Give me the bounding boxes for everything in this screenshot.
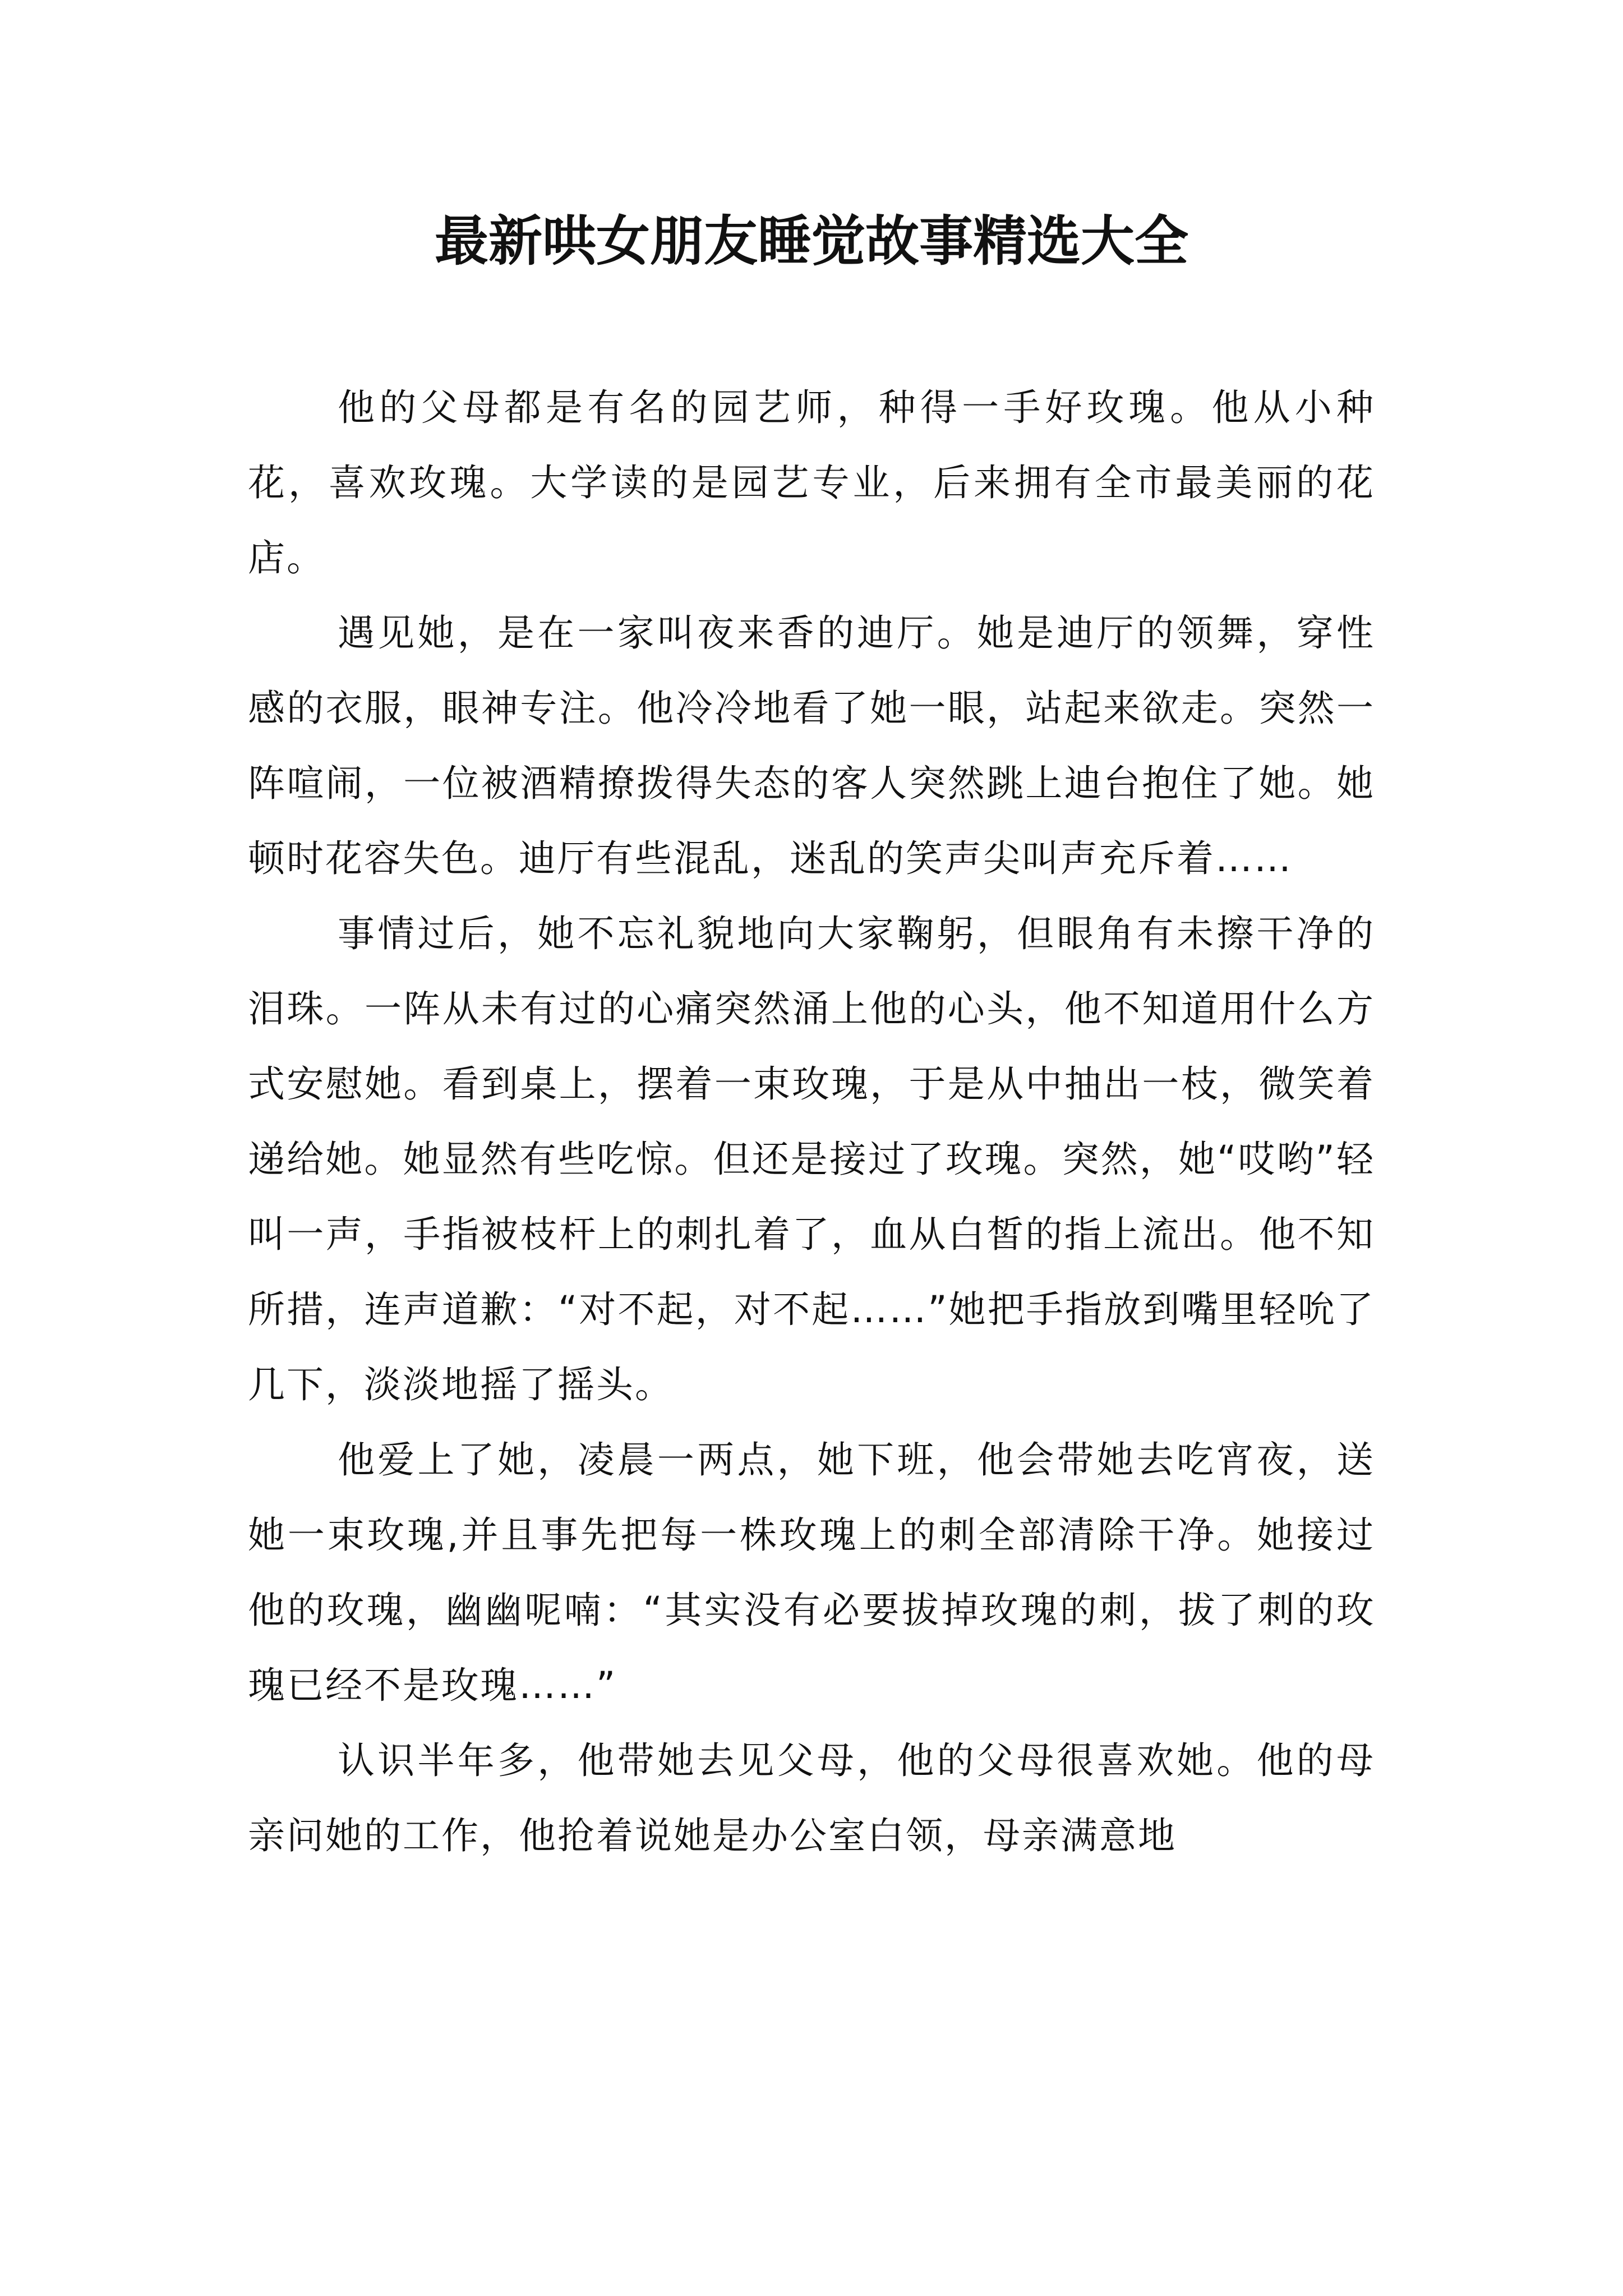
paragraph: 他的父母都是有名的园艺师，种得一手好玫瑰。他从小种花，喜欢玫瑰。大学读的是园艺专业，后来拥有全市最美丽的花店。 — [248, 386, 1375, 579]
document-body — [248, 370, 1375, 1874]
paragraph: 遇见她，是在一家叫夜来香的迪厅。她是迪厅的领舞，穿性感的衣服，眼神专注。他冷冷地看了她一眼，站起来欲走。突然一阵喧闹，一位被酒精撩拨得失态的客人突然跳上迪台抱住了她。她顿时花容失色。迪厅有些混乱，迷乱的笑声尖叫声充斥着…… — [248, 611, 1375, 880]
document-title: 最新哄女朋友睡觉故事精选大全 — [435, 209, 1188, 273]
paragraph: 认识半年多，他带她去见父母，他的父母很喜欢她。他的母亲问她的工作，他抢着说她是办公室白领，母亲满意地 — [248, 1739, 1375, 1857]
paragraph: 他爱上了她，凌晨一两点，她下班，他会带她去吃宵夜，送她一束玫瑰,并且事先把每一株玫瑰上的刺全部清除干净。她接过他的玫瑰，幽幽呢喃：“其实没有必要拔掉玫瑰的刺，拔了刺的玫瑰已经不是玫瑰……” — [248, 1438, 1375, 1707]
paragraph: 事情过后，她不忘礼貌地向大家鞠躬，但眼角有未擦干净的泪珠。一阵从未有过的心痛突然涌上他的心头，他不知道用什么方式安慰她。看到桌上，摆着一束玫瑰，于是从中抽出一枝，微笑着递给她。她显然有些吃惊。但还是接过了玫瑰。突然，她“哎哟”轻叫一声，手指被枝杆上的刺扎着了，血从白皙的指上流出。他不知所措，连声道歉：“对不起，对不起……”她把手指放到嘴里轻吮了几下，淡淡地摇了摇头。 — [248, 912, 1375, 1406]
